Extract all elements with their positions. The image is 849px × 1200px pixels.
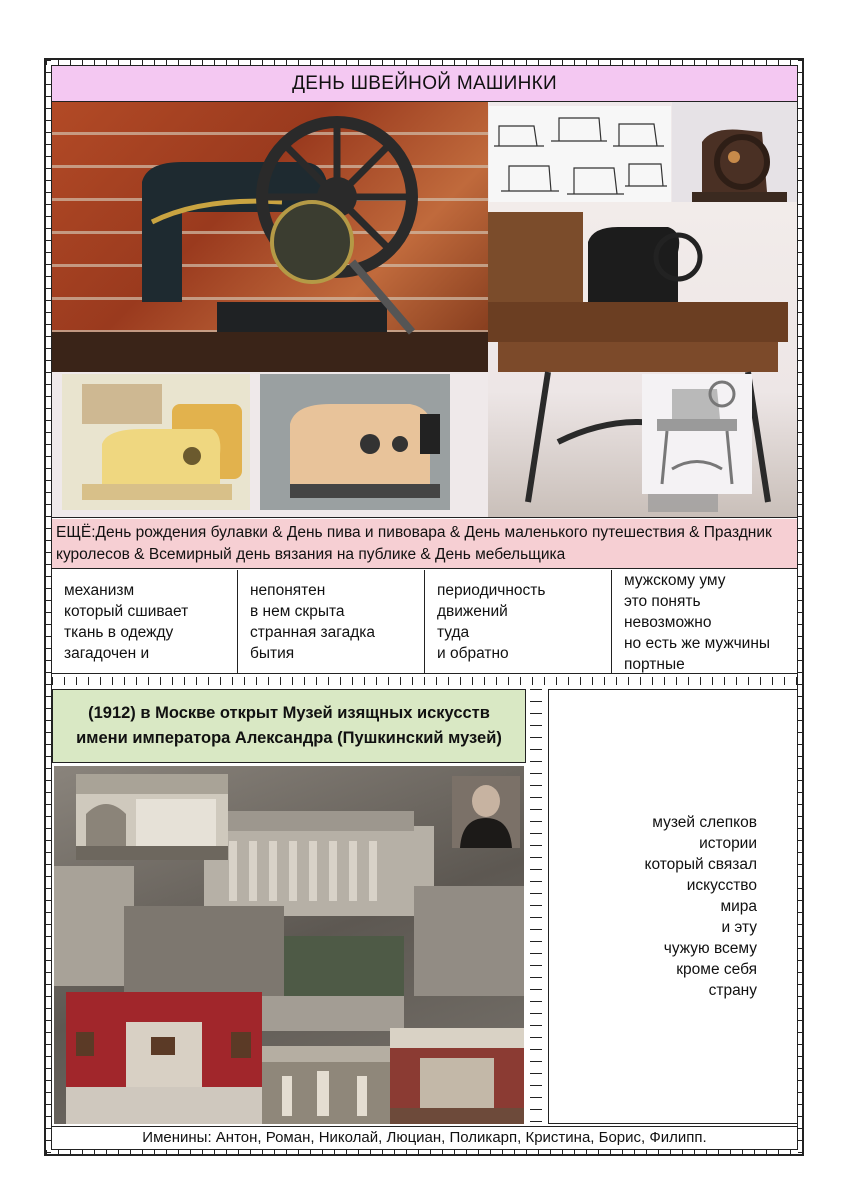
poem-line: в нем скрыта — [250, 603, 345, 620]
poem-line: мужскому уму — [624, 572, 726, 589]
poem-line: туда — [437, 624, 470, 641]
poem-line: движений — [437, 603, 508, 620]
side-poem-line: музей слепков — [652, 814, 757, 831]
poem-line: странная загадка — [250, 624, 375, 641]
photo-sewing-machine-sketches — [489, 106, 671, 204]
frame-ticks-left — [46, 60, 51, 1155]
poem-line: непонятен — [250, 582, 326, 599]
photo-miniature-sewing-machine — [642, 374, 752, 494]
side-poem-line: страну — [708, 982, 757, 999]
poem-line: механизм — [64, 582, 135, 599]
side-poem-line: искусство — [686, 877, 757, 894]
poem-line: но есть же мужчины — [624, 635, 771, 652]
event-title-line-2: имени императора Александра (Пушкинский музей) — [76, 729, 502, 747]
photo-antique-sewing-machine — [52, 102, 488, 372]
poem-column-3 — [425, 570, 612, 673]
other-holidays: ЕЩЁ:День рождения булавки & День пива и пивовара & День маленького путешествия & Праздник куролесов & Всемирный день вязания на публике & День мебельщика — [52, 519, 797, 569]
side-poem-line: и эту — [721, 919, 757, 936]
poem-line: периодичность — [437, 582, 546, 599]
photo-sculpture-hall — [262, 1046, 390, 1124]
poem-line: ткань в одежду — [64, 624, 174, 641]
side-poem-line: который связал — [644, 856, 757, 873]
poem-column-1 — [52, 570, 238, 673]
poem-line: это понять — [624, 593, 701, 610]
poem-column-2 — [238, 570, 425, 673]
divider-ticks — [52, 677, 797, 685]
side-poem-line: кроме себя — [676, 961, 757, 978]
photo-retro-sewing-machine — [260, 374, 450, 510]
frame-ticks-top — [46, 60, 802, 65]
page-title: ДЕНЬ ШВЕЙНОЙ МАШИНКИ — [52, 66, 797, 102]
side-poem-line: истории — [699, 835, 757, 852]
frame-ticks-bottom — [46, 1150, 802, 1155]
poem-line: и обратно — [437, 645, 509, 662]
photo-italian-courtyard — [390, 1028, 524, 1124]
photo-museum-courtyard — [76, 774, 228, 860]
sewing-machine-collage — [52, 102, 797, 518]
photo-tsvetaev-portrait — [452, 776, 520, 848]
event-title — [52, 689, 526, 763]
photo-yellow-sewing-machine — [62, 374, 250, 510]
frame-ticks-right — [798, 60, 803, 1155]
poem-line: который сшивает — [64, 603, 189, 620]
side-poem-line: мира — [720, 898, 757, 915]
poem-column-4 — [612, 570, 797, 673]
photo-red-gallery — [66, 992, 262, 1124]
poem-line: невозможно — [624, 614, 712, 631]
event-title-line-1: (1912) в Москве открыт Музей изящных искусств — [88, 704, 490, 722]
side-poem-line: чужую всему — [663, 940, 757, 957]
poem-line: портные — [624, 656, 685, 673]
divider-ticks-vertical — [530, 689, 542, 1124]
poem-line: бытия — [250, 645, 295, 662]
poem-row — [52, 570, 797, 674]
namedays-footer: Именины: Антон, Роман, Николай, Люциан, Поликарп, Кристина, Борис, Филипп. — [52, 1126, 797, 1148]
side-poem-box — [548, 689, 797, 1124]
museum-collage — [54, 766, 524, 1124]
side-poem — [645, 812, 757, 1001]
poem-line: загадочен и — [64, 645, 150, 662]
